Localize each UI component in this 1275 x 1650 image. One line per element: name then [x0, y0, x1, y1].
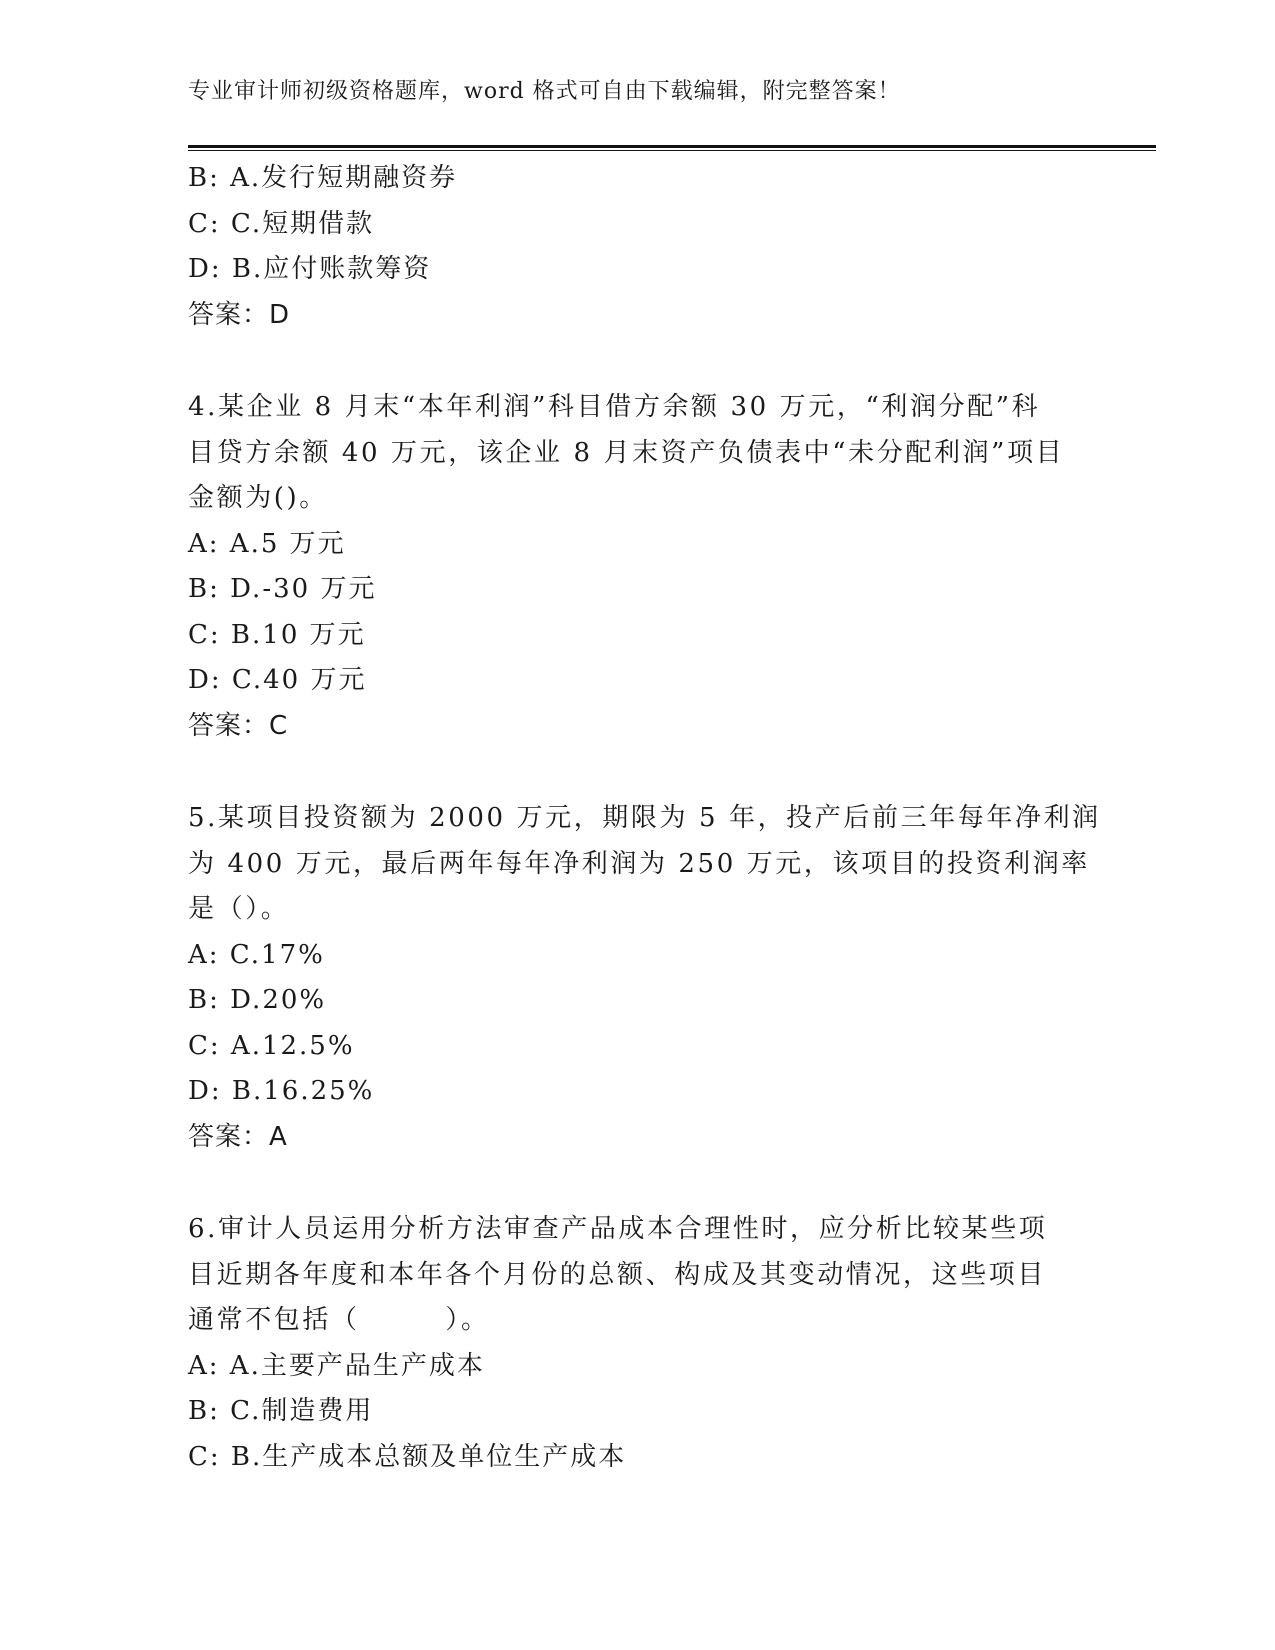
question-stem-line: 6.审计人员运用分析方法审查产品成本合理性时，应分析比较某些项 — [188, 1214, 1048, 1244]
question-3-tail — [188, 156, 1088, 338]
spacer — [188, 1160, 1088, 1207]
option-b: B: D.-30 万元 — [188, 574, 377, 604]
question-6 — [188, 1207, 1088, 1480]
question-stem-line: 通常不包括（ ）。 — [188, 1305, 490, 1335]
question-content — [188, 156, 1101, 1480]
question-stem-line: 金额为()。 — [188, 483, 328, 513]
option-a: A: A.5 万元 — [188, 528, 346, 559]
header-rule-thick — [188, 145, 1156, 148]
spacer — [188, 338, 1088, 385]
spacer — [188, 749, 1088, 796]
option-c: C: B.10 万元 — [188, 619, 366, 650]
page-header: 专业审计师初级资格题库，word 格式可自由下载编辑，附完整答案！ — [188, 79, 901, 104]
answer-line: 答案：D — [188, 299, 291, 330]
option-b: B: C.制造费用 — [188, 1396, 374, 1426]
question-stem-line: 是（）。 — [188, 894, 290, 924]
option-d: D: B.16.25% — [188, 1076, 375, 1106]
question-stem — [188, 796, 1101, 933]
answer-line: 答案：A — [188, 1121, 288, 1152]
option-a: A: C.17% — [188, 939, 325, 970]
option-b: B: A.发行短期融资券 — [188, 163, 458, 193]
option-c: C: B.生产成本总额及单位生产成本 — [188, 1441, 627, 1472]
question-stem — [188, 1207, 1088, 1344]
question-5 — [188, 796, 1101, 1160]
question-stem-line: 目近期各年度和本年各个月份的总额、构成及其变动情况，这些项目 — [188, 1259, 1047, 1290]
question-stem-line: 目贷方余额 40 万元，该企业 8 月末资产负债表中“未分配利润”项目 — [188, 437, 1065, 468]
question-stem-line: 为 400 万元，最后两年每年净利润为 250 万元，该项目的投资利润率 — [188, 848, 1090, 879]
option-b: B: D.20% — [188, 985, 327, 1015]
question-stem-line: 4.某企业 8 月末“本年利润”科目借方余额 30 万元，“利润分配”科 — [188, 392, 1041, 422]
header-rule-thin — [188, 150, 1156, 151]
option-c: C: A.12.5% — [188, 1030, 355, 1061]
option-d: D: C.40 万元 — [188, 665, 367, 695]
question-4 — [188, 385, 1088, 749]
answer-line: 答案：C — [188, 710, 289, 741]
question-stem — [188, 385, 1088, 522]
question-stem-line: 5.某项目投资额为 2000 万元，期限为 5 年，投产后前三年每年净利润 — [188, 803, 1101, 833]
option-c: C: C.短期借款 — [188, 208, 375, 239]
option-a: A: A.主要产品生产成本 — [188, 1350, 485, 1381]
option-d: D: B.应付账款筹资 — [188, 254, 432, 284]
